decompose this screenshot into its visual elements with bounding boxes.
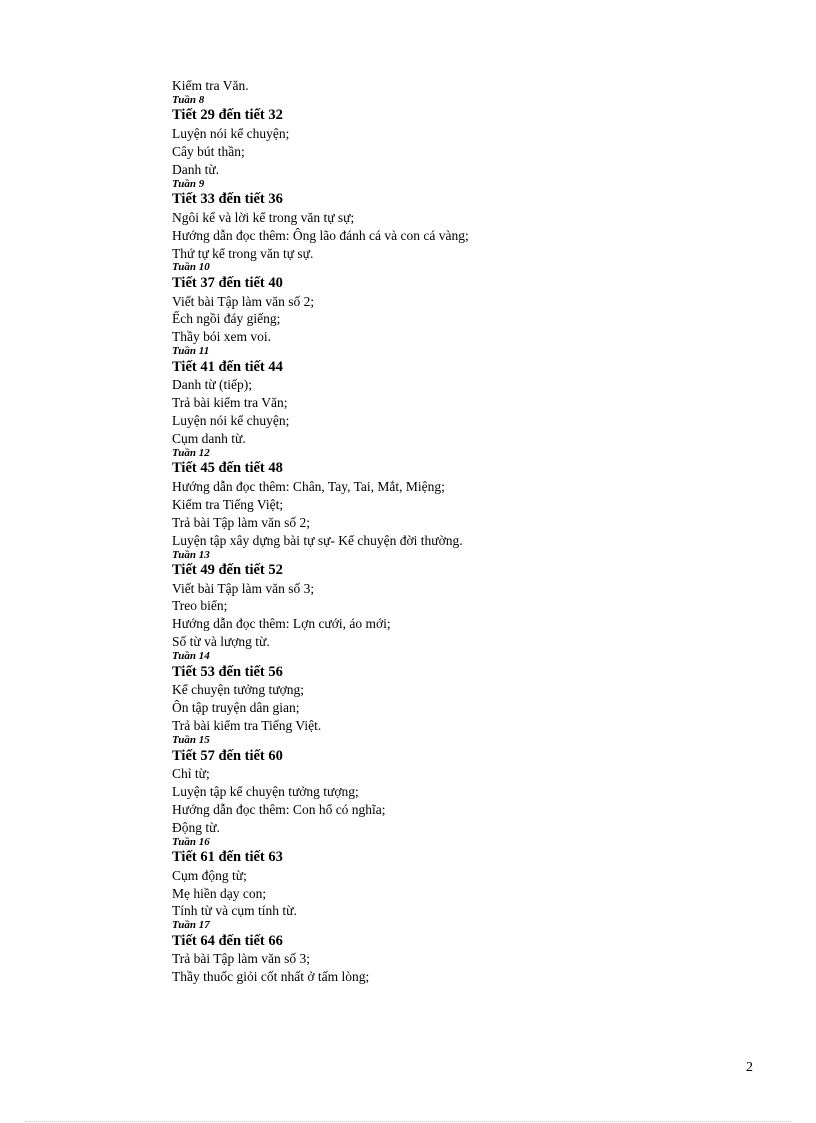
lesson-item: Danh từ (tiếp); <box>172 377 253 393</box>
period-heading: Tiết 53 đến tiết 56 <box>172 663 283 680</box>
lesson-item: Trả bài Tập làm văn số 2; <box>172 514 310 530</box>
week-section <box>172 448 732 550</box>
lesson-item: Hướng dẫn đọc thêm: Chân, Tay, Tai, Mắt, Miệng; <box>172 478 445 494</box>
week-section <box>172 550 732 652</box>
week-section <box>172 651 732 735</box>
week-section <box>172 179 732 263</box>
lesson-item: Cụm động từ; <box>172 867 247 883</box>
page-bottom-border <box>25 1121 791 1122</box>
period-heading: Tiết 41 đến tiết 44 <box>172 358 283 375</box>
lesson-item: Mẹ hiền dạy con; <box>172 885 267 901</box>
week-section <box>172 837 732 921</box>
week-section <box>172 920 732 986</box>
period-heading: Tiết 37 đến tiết 40 <box>172 275 283 292</box>
period-heading: Tiết 33 đến tiết 36 <box>172 191 283 208</box>
period-heading: Tiết 61 đến tiết 63 <box>172 849 283 866</box>
period-heading: Tiết 64 đến tiết 66 <box>172 932 283 949</box>
page-number: 2 <box>746 1060 753 1075</box>
period-heading: Tiết 29 đến tiết 32 <box>172 107 283 124</box>
lesson-item: Hướng dẫn đọc thêm: Con hổ có nghĩa; <box>172 801 386 817</box>
lesson-item: Luyện nói kể chuyện; <box>172 125 290 141</box>
lesson-item: Luyện nói kể chuyện; <box>172 413 290 429</box>
lesson-item: Kể chuyện tưởng tượng; <box>172 682 305 698</box>
lesson-item: Ếch ngồi đáy giếng; <box>172 311 281 327</box>
lesson-item: Thầy bói xem voi. <box>172 329 271 345</box>
week-label: Tuần 9 <box>172 177 205 190</box>
week-label: Tuần 14 <box>172 650 210 663</box>
lesson-item: Tính từ và cụm tính từ. <box>172 903 297 919</box>
week-section <box>172 346 732 448</box>
lesson-item: Động từ. <box>172 819 220 835</box>
week-label: Tuần 10 <box>172 261 210 274</box>
lesson-item: Viết bài Tập làm văn số 3; <box>172 580 315 596</box>
period-heading: Tiết 49 đến tiết 52 <box>172 562 283 579</box>
lesson-item: Danh từ. <box>172 161 220 177</box>
lesson-item: Chỉ từ; <box>172 766 210 782</box>
week-section <box>172 735 732 837</box>
document-body <box>172 77 732 986</box>
week-section <box>172 262 732 346</box>
lesson-item: Kiểm tra Tiếng Việt; <box>172 496 284 512</box>
lesson-item: Trả bài Tập làm văn số 3; <box>172 951 310 967</box>
lesson-item: Ôn tập truyện dân gian; <box>172 700 300 716</box>
lesson-item: Hướng dẫn đọc thêm: Ông lão đánh cá và con cá vàng; <box>172 227 469 243</box>
period-heading: Tiết 57 đến tiết 60 <box>172 747 283 764</box>
lesson-item: Số từ và lượng từ. <box>172 634 270 650</box>
lesson-item: Ngôi kể và lời kể trong văn tự sự; <box>172 209 355 225</box>
week-label: Tuần 15 <box>172 733 210 746</box>
lesson-item: Trả bài kiểm tra Tiếng Việt. <box>172 718 322 734</box>
lesson-item: Cây bút thần; <box>172 143 245 159</box>
lesson-item: Thứ tự kể trong văn tự sự. <box>172 245 314 261</box>
opening-line: Kiểm tra Văn. <box>172 78 249 93</box>
week-label: Tuần 12 <box>172 446 210 459</box>
lesson-item: Thầy thuốc giỏi cốt nhất ở tấm lòng; <box>172 969 370 985</box>
lesson-item: Viết bài Tập làm văn số 2; <box>172 293 315 309</box>
period-heading: Tiết 45 đến tiết 48 <box>172 460 283 477</box>
week-label: Tuần 16 <box>172 835 210 848</box>
lesson-item: Luyện tập xây dựng bài tự sự- Kể chuyện đời thường. <box>172 532 463 548</box>
week-label: Tuần 13 <box>172 548 210 561</box>
lesson-item: Luyện tập kể chuyện tưởng tượng; <box>172 783 359 799</box>
lesson-item: Cụm danh từ. <box>172 430 246 446</box>
week-label: Tuần 8 <box>172 93 205 106</box>
lesson-item: Hướng dẫn đọc thêm: Lợn cưới, áo mới; <box>172 616 391 632</box>
lesson-item: Treo biển; <box>172 598 228 614</box>
week-label: Tuần 17 <box>172 919 210 932</box>
week-section <box>172 95 732 179</box>
lesson-item: Trả bài kiểm tra Văn; <box>172 395 288 411</box>
week-label: Tuần 11 <box>172 345 210 358</box>
